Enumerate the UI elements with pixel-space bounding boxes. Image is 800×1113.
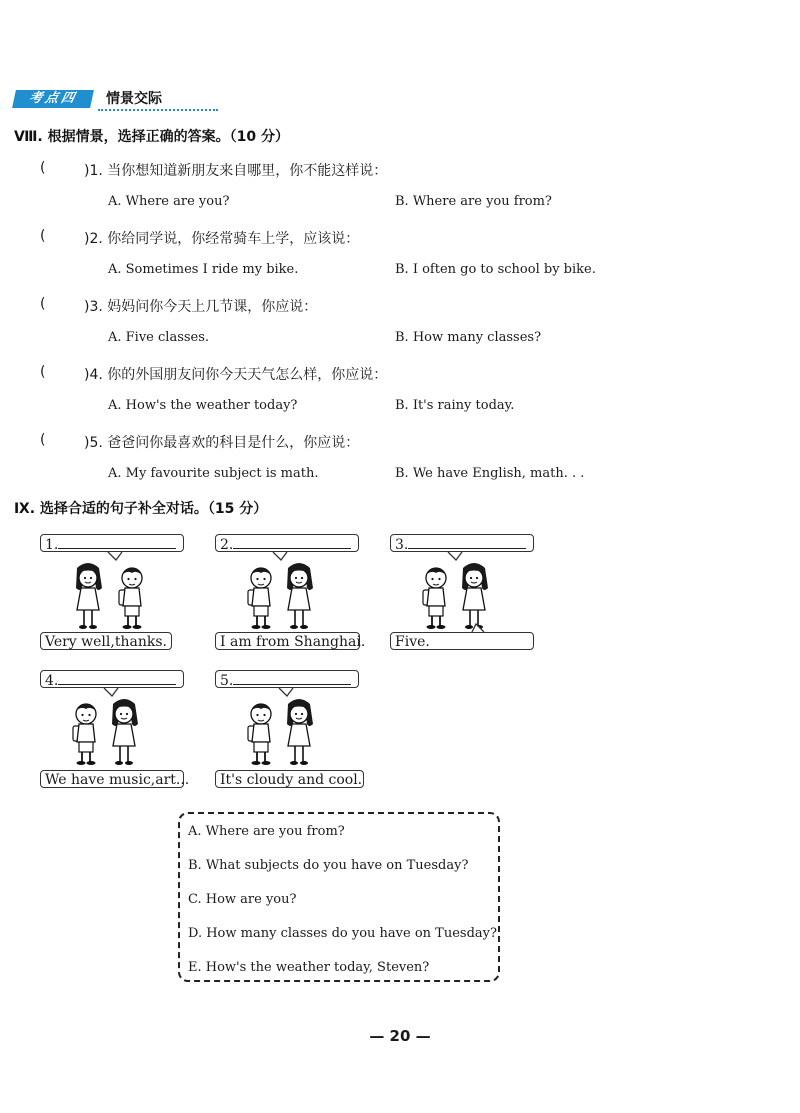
option-b: B. How many classes? xyxy=(395,330,542,345)
option-b: B. Where are you from? xyxy=(395,194,552,209)
option-a: A. How's the weather today? xyxy=(108,398,298,413)
children-illustration xyxy=(390,552,534,632)
section-tag: 考点四 xyxy=(12,90,94,108)
answer-blank[interactable] xyxy=(58,535,176,549)
question-bubble xyxy=(390,534,534,552)
question-bubble xyxy=(215,670,359,688)
section-banner xyxy=(14,90,209,110)
question-prompt: )5. 爸爸问你最喜欢的科目是什么，你应说： xyxy=(84,435,360,451)
children-illustration xyxy=(40,552,184,632)
answer-blank[interactable] xyxy=(58,671,176,685)
question-bubble xyxy=(40,670,184,688)
answer-blank[interactable] xyxy=(408,535,526,549)
dialog-number: 4. xyxy=(45,673,59,689)
answer-bubble: Very well,thanks. xyxy=(40,632,172,650)
option-b: B. I often go to school by bike. xyxy=(395,262,596,277)
option-a: A. Five classes. xyxy=(108,330,210,345)
dialog-number: 2. xyxy=(220,537,234,553)
answer-paren[interactable]: ( xyxy=(40,228,46,244)
question-bubble xyxy=(40,534,184,552)
answer-blank[interactable] xyxy=(233,671,351,685)
option-a: A. Where are you from? xyxy=(188,824,345,839)
answer-bubble: We have music,art... xyxy=(40,770,184,788)
question-prompt: )3. 妈妈问你今天上几节课，你应说： xyxy=(84,299,318,315)
page-number: — 20 — xyxy=(369,1027,431,1045)
part8-heading: Ⅷ. 根据情景，选择正确的答案。（10 分） xyxy=(14,129,289,145)
children-illustration xyxy=(215,688,359,768)
answer-paren[interactable]: ( xyxy=(40,296,46,312)
dialog-number: 5. xyxy=(220,673,234,689)
children-illustration xyxy=(40,688,184,768)
options-box xyxy=(178,812,500,982)
question-prompt: )2. 你给同学说，你经常骑车上学，应该说： xyxy=(84,231,360,247)
answer-blank[interactable] xyxy=(233,535,351,549)
option-a: A. Sometimes I ride my bike. xyxy=(108,262,299,277)
banner-underline xyxy=(98,109,218,111)
option-b: B. It's rainy today. xyxy=(395,398,515,413)
question-prompt: )1. 当你想知道新朋友来自哪里，你不能这样说： xyxy=(84,163,388,179)
option-e: E. How's the weather today, Steven? xyxy=(188,960,430,975)
option-a: A. My favourite subject is math. xyxy=(108,466,319,481)
part9-heading: Ⅸ. 选择合适的句子补全对话。（15 分） xyxy=(14,501,268,517)
answer-paren[interactable]: ( xyxy=(40,160,46,176)
answer-bubble: It's cloudy and cool. xyxy=(215,770,364,788)
question-prompt: )4. 你的外国朋友问你今天天气怎么样，你应说： xyxy=(84,367,388,383)
answer-bubble: Five. xyxy=(390,632,534,650)
question-bubble xyxy=(215,534,359,552)
dialog-number: 3. xyxy=(395,537,409,553)
option-c: C. How are you? xyxy=(188,892,297,907)
option-b: B. What subjects do you have on Tuesday? xyxy=(188,858,469,873)
option-b: B. We have English, math. . . xyxy=(395,466,585,481)
section-title: 情景交际 xyxy=(106,91,162,107)
dialog-number: 1. xyxy=(45,537,59,553)
answer-bubble: I am from Shanghai. xyxy=(215,632,360,650)
answer-paren[interactable]: ( xyxy=(40,432,46,448)
children-illustration xyxy=(215,552,359,632)
answer-paren[interactable]: ( xyxy=(40,364,46,380)
option-a: A. Where are you? xyxy=(108,194,230,209)
option-d: D. How many classes do you have on Tuesday? xyxy=(188,926,497,941)
